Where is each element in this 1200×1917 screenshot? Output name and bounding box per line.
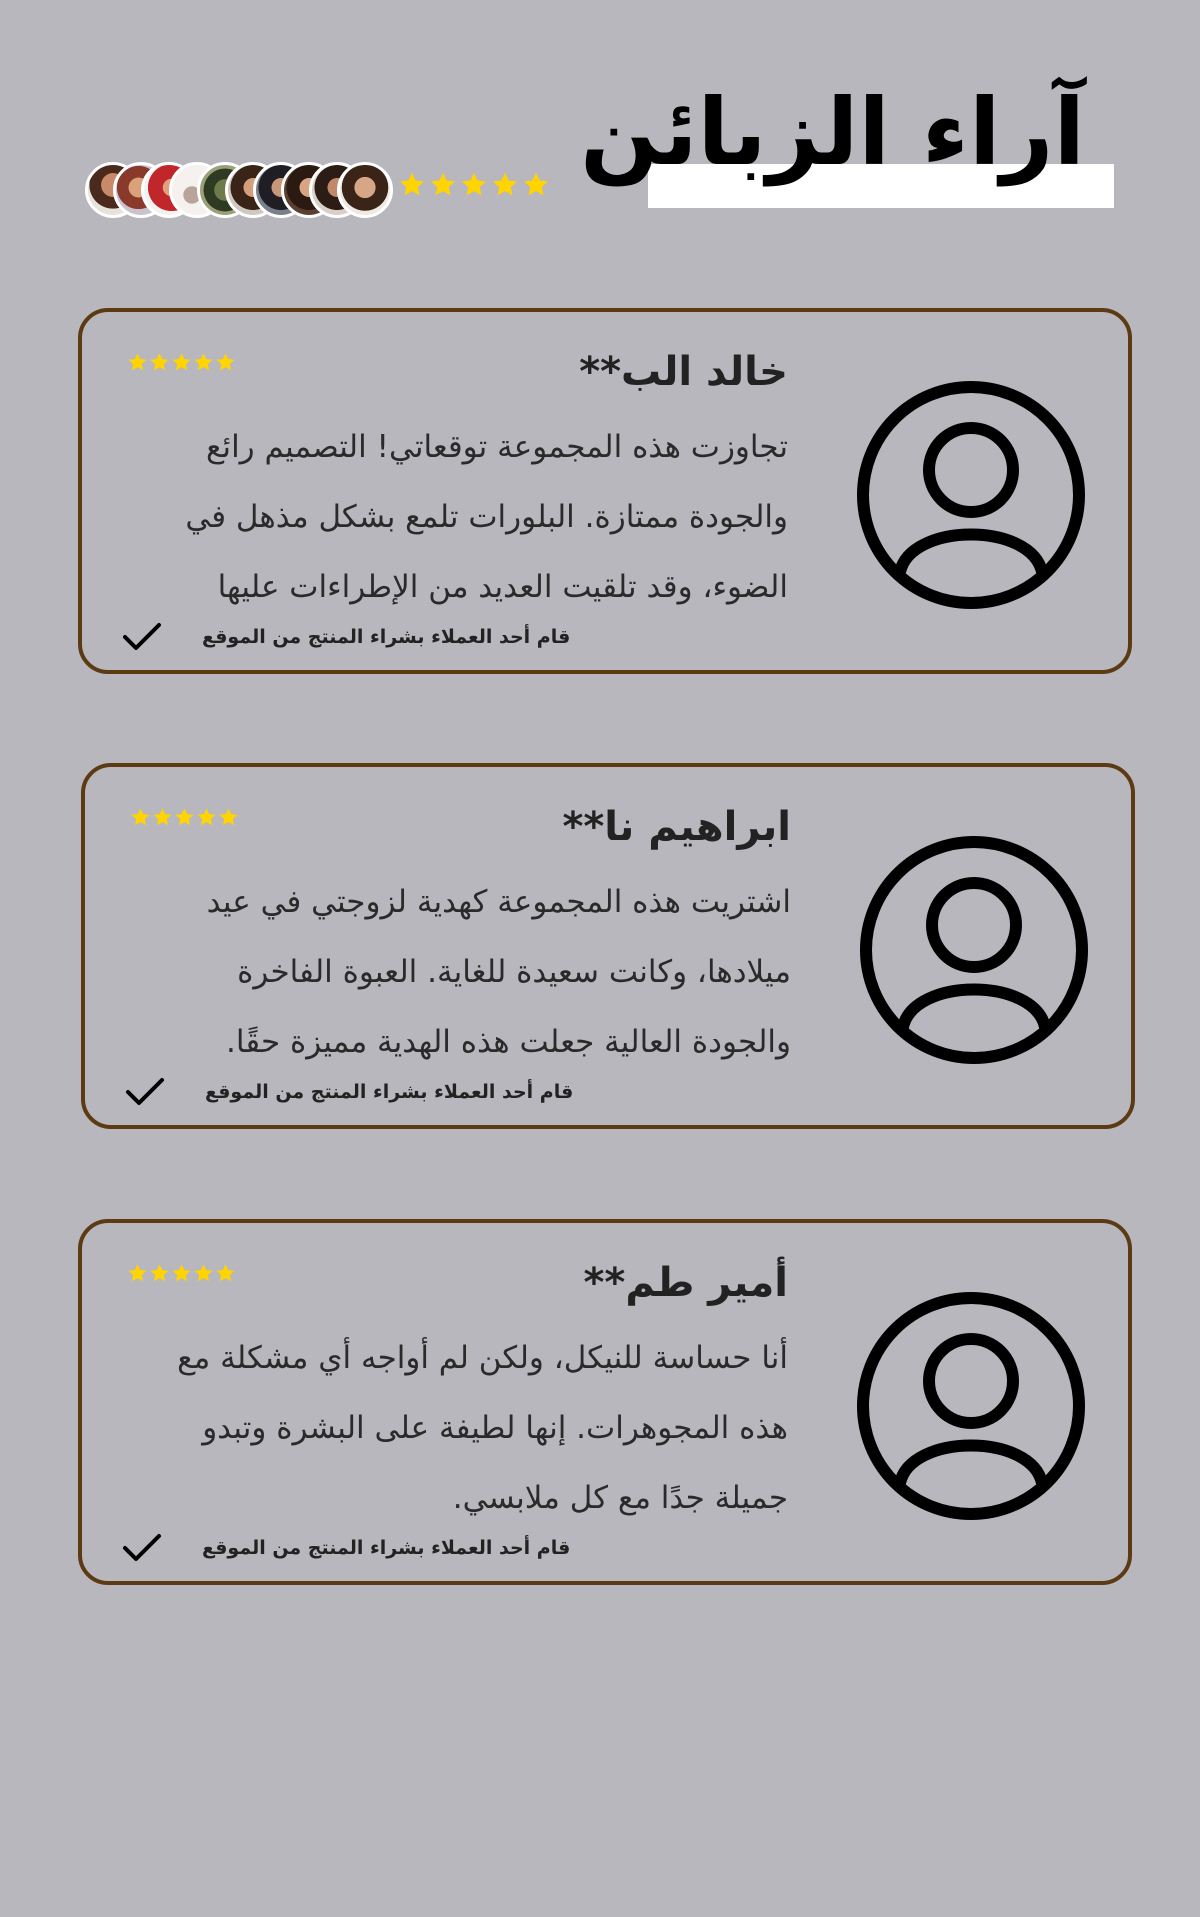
star-icon	[215, 1263, 236, 1284]
review-text: أنا حساسة للنيكل، ولكن لم أواجه أي مشكلة مع هذه المجوهرات. إنها لطيفة على البشرة وتبدو جميلة جدًا مع كل ملابسي.	[177, 1340, 788, 1516]
verified-purchase	[125, 1077, 573, 1107]
reviewer-name: أمير طم**	[583, 1260, 788, 1306]
star-icon	[130, 807, 151, 828]
verified-purchase-text: قام أحد العملاء بشراء المنتج من الموقع	[202, 1537, 571, 1559]
star-icon	[193, 352, 214, 373]
star-icon	[196, 807, 217, 828]
star-icon	[215, 352, 236, 373]
user-profile-icon	[856, 380, 1086, 610]
star-icon	[460, 171, 488, 199]
verified-purchase	[122, 622, 570, 652]
review-text: تجاوزت هذه المجموعة توقعاتي! التصميم رائع والجودة ممتازة. البلورات تلمع بشكل مذهل في الضوء، وقد تلقيت العديد من الإطراءات عليها	[185, 429, 788, 605]
checkmark-icon	[122, 622, 162, 652]
reviewer-name: خالد الب**	[579, 349, 788, 395]
verified-purchase-text: قام أحد العملاء بشراء المنتج من الموقع	[205, 1081, 574, 1103]
star-icon	[149, 1263, 170, 1284]
reviewer-name: ابراهيم نا**	[562, 804, 791, 850]
review-card	[78, 1219, 1132, 1585]
star-icon	[174, 807, 195, 828]
review-card	[78, 308, 1132, 674]
user-profile-icon	[856, 1291, 1086, 1521]
customer-avatars	[85, 162, 385, 222]
star-icon	[218, 807, 239, 828]
star-icon	[152, 807, 173, 828]
verified-purchase-text: قام أحد العملاء بشراء المنتج من الموقع	[202, 626, 571, 648]
star-icon	[429, 171, 457, 199]
verified-purchase	[122, 1533, 570, 1563]
page-title: آراء الزبائن	[580, 79, 1085, 186]
checkmark-icon	[122, 1533, 162, 1563]
review-stars	[130, 807, 239, 828]
star-icon	[193, 1263, 214, 1284]
star-icon	[171, 1263, 192, 1284]
review-card	[81, 763, 1135, 1129]
star-icon	[171, 352, 192, 373]
star-icon	[522, 171, 550, 199]
avatar	[337, 162, 393, 218]
review-stars	[127, 1263, 236, 1284]
checkmark-icon	[125, 1077, 165, 1107]
review-stars	[127, 352, 236, 373]
star-icon	[149, 352, 170, 373]
review-text: اشتريت هذه المجموعة كهدية لزوجتي في عيد ميلادها، وكانت سعيدة للغاية. العبوة الفاخرة والجودة العالية جعلت هذه الهدية مميزة حقًا.	[206, 884, 791, 1060]
star-icon	[398, 171, 426, 199]
header-rating-stars	[398, 171, 550, 199]
star-icon	[127, 1263, 148, 1284]
star-icon	[127, 352, 148, 373]
star-icon	[491, 171, 519, 199]
user-profile-icon	[859, 835, 1089, 1065]
